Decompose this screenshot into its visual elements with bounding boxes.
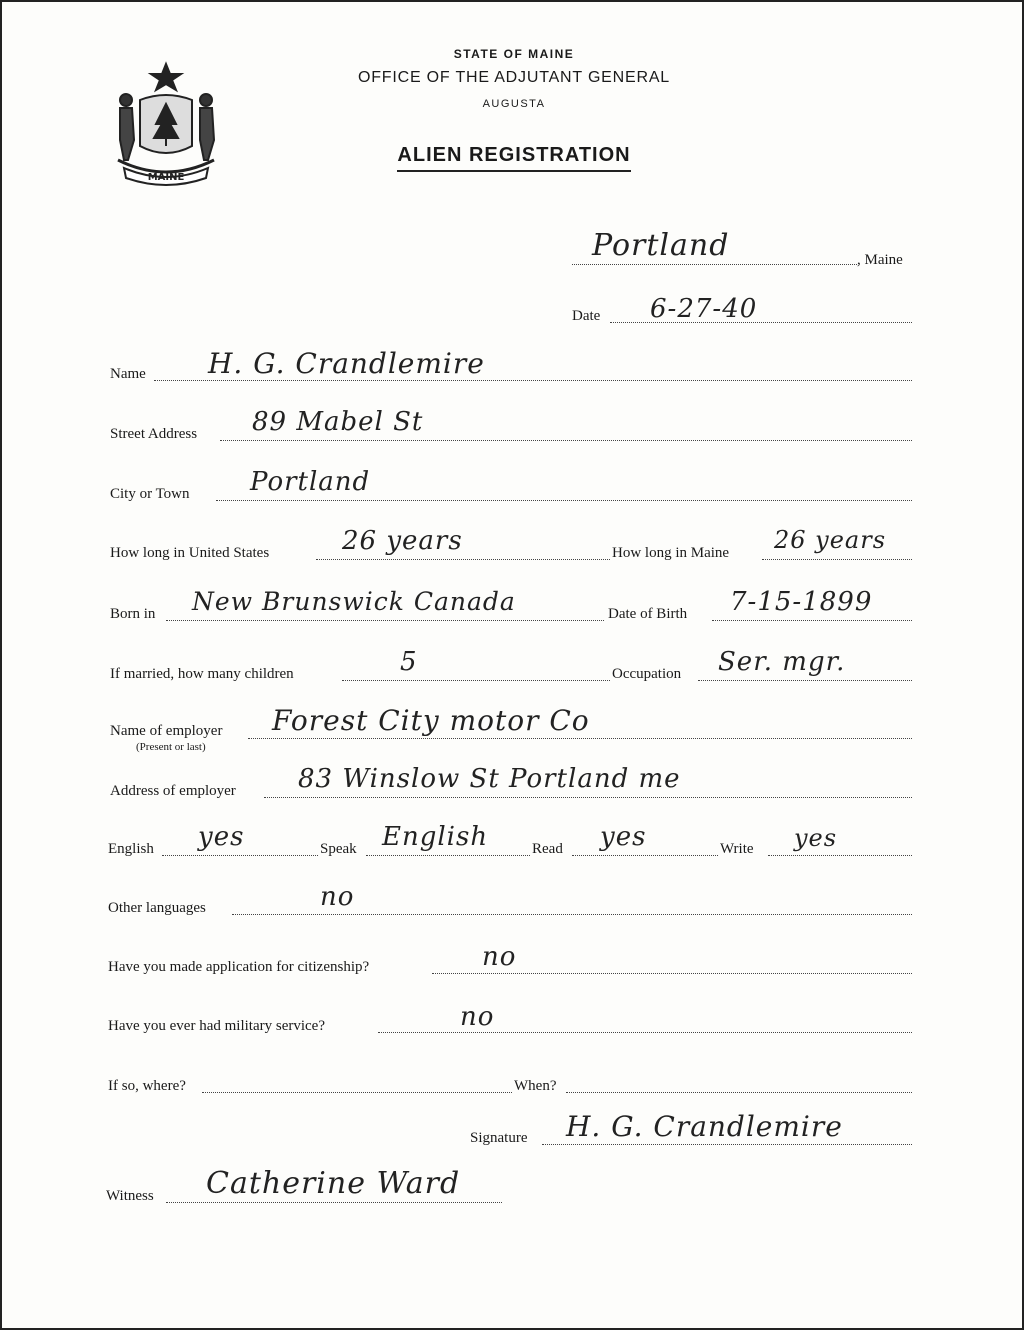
name-value[interactable]: H. G. Crandlemire — [208, 347, 485, 380]
signature-line — [542, 1144, 912, 1145]
children-line — [342, 680, 610, 681]
if-so-where-label: If so, where? — [108, 1078, 186, 1094]
name-line — [154, 380, 912, 381]
english-line — [162, 855, 318, 856]
speak-line — [366, 855, 530, 856]
maine-label: , Maine — [857, 252, 903, 268]
born-in-value[interactable]: New Brunswick Canada — [192, 587, 516, 616]
how-long-maine-line — [762, 559, 912, 560]
date-of-birth-label: Date of Birth — [608, 606, 688, 622]
born-in-label: Born in — [110, 606, 156, 622]
if-so-where-line — [202, 1092, 512, 1093]
other-languages-value[interactable]: no — [320, 882, 355, 912]
military-value[interactable]: no — [460, 1002, 495, 1032]
city-value[interactable]: Portland — [250, 467, 371, 497]
date-of-birth-line — [712, 620, 912, 621]
speak-value[interactable]: English — [382, 822, 489, 852]
born-in-line — [166, 620, 604, 621]
employer-name-value[interactable]: Forest City motor Co — [272, 704, 590, 737]
write-line — [768, 855, 912, 856]
city-line — [216, 500, 912, 501]
english-value[interactable]: yes — [198, 822, 245, 852]
date-value[interactable]: 6-27-40 — [650, 294, 758, 324]
form-title — [2, 144, 1024, 167]
witness-label: Witness — [106, 1188, 154, 1204]
witness-value[interactable]: Catherine Ward — [206, 1166, 461, 1201]
when-line — [566, 1092, 912, 1093]
form-title-text: ALIEN REGISTRATION — [397, 144, 630, 172]
name-label: Name — [110, 366, 146, 382]
military-line — [378, 1032, 912, 1033]
citizenship-value[interactable]: no — [482, 942, 517, 972]
office-heading: OFFICE OF THE ADJUTANT GENERAL — [357, 69, 671, 86]
witness-line — [166, 1202, 502, 1203]
street-address-line — [220, 440, 912, 441]
employer-address-value[interactable]: 83 Winslow St Portland me — [298, 764, 681, 794]
employer-address-label: Address of employer — [110, 783, 236, 799]
military-label: Have you ever had military service? — [108, 1018, 325, 1034]
read-label: Read — [532, 841, 563, 857]
occupation-line — [698, 680, 912, 681]
place-line — [572, 264, 857, 265]
how-long-maine-value[interactable]: 26 years — [774, 526, 887, 554]
street-address-label: Street Address — [110, 426, 198, 442]
citizenship-label: Have you made application for citizenship? — [108, 959, 370, 975]
children-value[interactable]: 5 — [400, 647, 418, 677]
speak-label: Speak — [320, 841, 357, 857]
employer-address-line — [264, 797, 912, 798]
city-label: City or Town — [110, 486, 190, 502]
other-languages-line — [232, 914, 912, 915]
other-languages-label: Other languages — [108, 900, 206, 916]
signature-label: Signature — [470, 1130, 528, 1146]
citizenship-line — [432, 973, 912, 974]
place-value[interactable]: Portland — [592, 228, 730, 263]
write-value[interactable]: yes — [794, 824, 838, 852]
read-value[interactable]: yes — [600, 822, 647, 852]
how-long-us-label: How long in United States — [110, 545, 270, 561]
when-label: When? — [514, 1078, 557, 1094]
children-label: If married, how many children — [110, 666, 294, 682]
signature-value[interactable]: H. G. Crandlemire — [566, 1110, 843, 1143]
how-long-us-line — [316, 559, 610, 560]
write-label: Write — [720, 841, 754, 857]
street-address-value[interactable]: 89 Mabel St — [252, 407, 424, 437]
english-label: English — [108, 841, 154, 857]
employer-name-label: Name of employer — [110, 723, 223, 739]
date-of-birth-value[interactable]: 7-15-1899 — [730, 587, 873, 617]
date-label: Date — [572, 308, 601, 324]
how-long-maine-label: How long in Maine — [612, 545, 730, 561]
employer-name-line — [248, 738, 912, 739]
read-line — [572, 855, 718, 856]
employer-note: (Present or last) — [136, 741, 206, 753]
occupation-label: Occupation — [612, 666, 682, 682]
how-long-us-value[interactable]: 26 years — [342, 526, 463, 556]
seal-text: MAINE — [147, 172, 185, 183]
city-heading: AUGUSTA — [482, 98, 546, 110]
occupation-value[interactable]: Ser. mgr. — [718, 647, 846, 677]
state-heading: STATE OF MAINE — [453, 47, 575, 61]
